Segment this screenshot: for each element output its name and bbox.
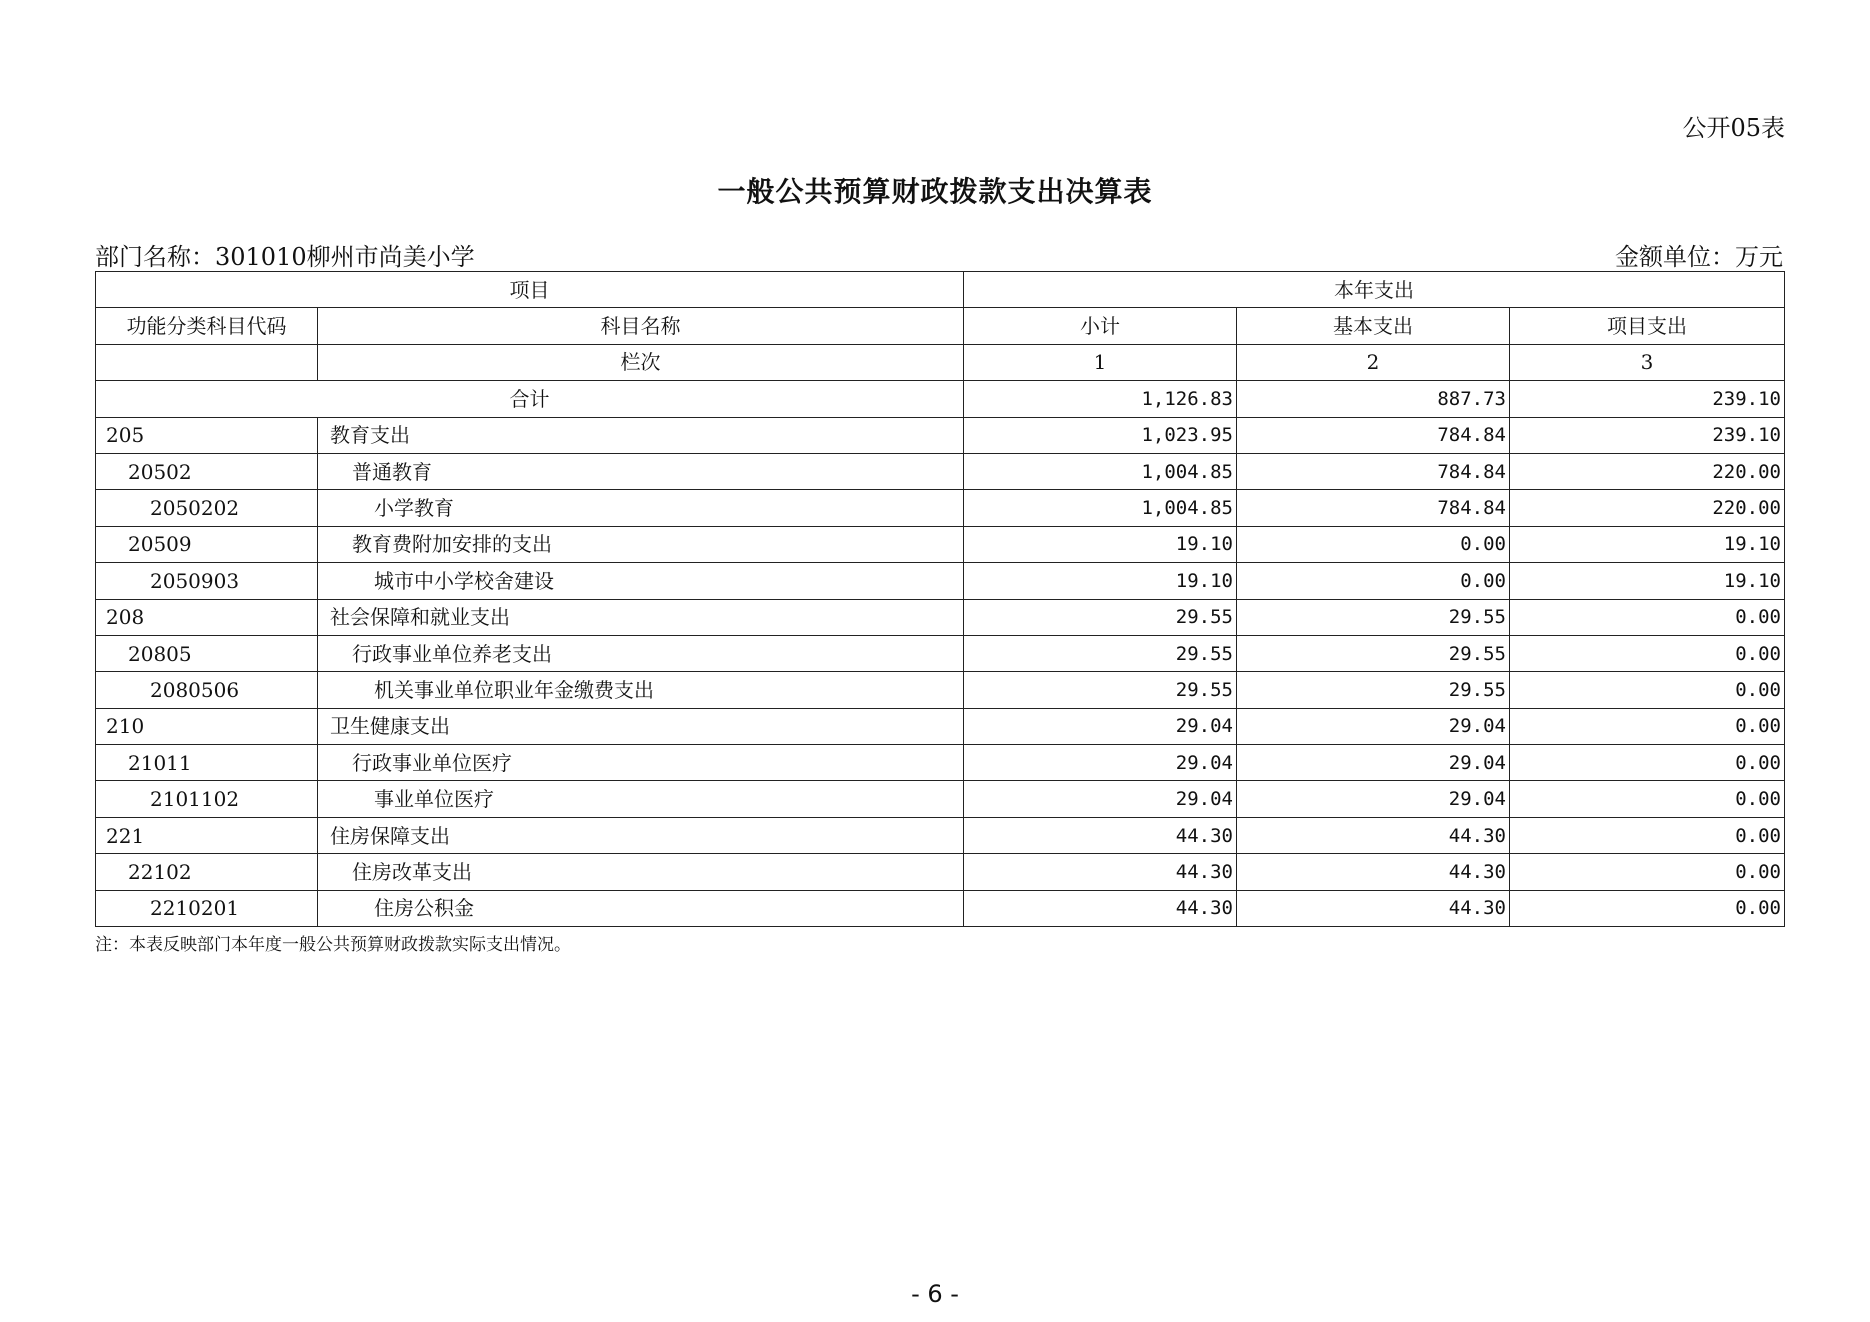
amount-unit: 金额单位：万元 xyxy=(1615,243,1783,271)
row-basic: 784.84 xyxy=(1237,417,1510,453)
row-name: 住房公积金 xyxy=(318,890,964,926)
row-name: 机关事业单位职业年金缴费支出 xyxy=(318,672,964,708)
row-name: 普通教育 xyxy=(318,453,964,489)
table-row xyxy=(96,490,1785,526)
row-item: 0.00 xyxy=(1510,672,1785,708)
row-name: 社会保障和就业支出 xyxy=(318,599,964,635)
row-subtotal: 19.10 xyxy=(964,563,1237,599)
header-basic: 基本支出 xyxy=(1237,308,1510,344)
row-basic: 29.04 xyxy=(1237,781,1510,817)
table-row xyxy=(96,599,1785,635)
table-note: 注：本表反映部门本年度一般公共预算财政拨款实际支出情况。 xyxy=(95,935,571,955)
row-code: 2210201 xyxy=(96,890,318,926)
row-item: 19.10 xyxy=(1510,563,1785,599)
header-row-1 xyxy=(96,272,1785,308)
row-basic: 29.55 xyxy=(1237,635,1510,671)
row-basic: 784.84 xyxy=(1237,490,1510,526)
report-meta xyxy=(95,237,1783,269)
row-item: 0.00 xyxy=(1510,781,1785,817)
header-code: 功能分类科目代码 xyxy=(96,308,318,344)
row-code: 20502 xyxy=(96,453,318,489)
row-code: 2101102 xyxy=(96,781,318,817)
table-row xyxy=(96,854,1785,890)
row-item: 0.00 xyxy=(1510,890,1785,926)
row-basic: 0.00 xyxy=(1237,526,1510,562)
row-subtotal: 29.04 xyxy=(964,781,1237,817)
expenditure-table xyxy=(95,271,1785,927)
row-subtotal: 29.04 xyxy=(964,745,1237,781)
table-row xyxy=(96,526,1785,562)
table-row xyxy=(96,417,1785,453)
total-subtotal: 1,126.83 xyxy=(964,381,1237,417)
row-code: 21011 xyxy=(96,745,318,781)
row-code: 221 xyxy=(96,817,318,853)
row-name: 行政事业单位医疗 xyxy=(318,745,964,781)
header-subtotal: 小计 xyxy=(964,308,1237,344)
header-empty-cell xyxy=(96,344,318,380)
row-subtotal: 1,023.95 xyxy=(964,417,1237,453)
row-item: 0.00 xyxy=(1510,635,1785,671)
row-name: 住房改革支出 xyxy=(318,854,964,890)
row-code: 210 xyxy=(96,708,318,744)
row-name: 事业单位医疗 xyxy=(318,781,964,817)
row-basic: 44.30 xyxy=(1237,817,1510,853)
row-name: 卫生健康支出 xyxy=(318,708,964,744)
table-row xyxy=(96,817,1785,853)
row-subtotal: 1,004.85 xyxy=(964,490,1237,526)
row-item: 0.00 xyxy=(1510,708,1785,744)
row-basic: 0.00 xyxy=(1237,563,1510,599)
row-subtotal: 1,004.85 xyxy=(964,453,1237,489)
row-subtotal: 19.10 xyxy=(964,526,1237,562)
row-subtotal: 44.30 xyxy=(964,890,1237,926)
row-code: 2050903 xyxy=(96,563,318,599)
row-code: 2050202 xyxy=(96,490,318,526)
total-row xyxy=(96,381,1785,417)
row-name: 住房保障支出 xyxy=(318,817,964,853)
header-col3: 3 xyxy=(1510,344,1785,380)
row-subtotal: 29.55 xyxy=(964,672,1237,708)
total-label: 合计 xyxy=(96,381,964,417)
table-row xyxy=(96,745,1785,781)
header-col1: 1 xyxy=(964,344,1237,380)
page-number: - 6 - xyxy=(911,1280,959,1308)
row-subtotal: 29.55 xyxy=(964,635,1237,671)
total-item: 239.10 xyxy=(1510,381,1785,417)
row-name: 行政事业单位养老支出 xyxy=(318,635,964,671)
row-basic: 29.55 xyxy=(1237,599,1510,635)
table-row xyxy=(96,890,1785,926)
row-code: 2080506 xyxy=(96,672,318,708)
total-basic: 887.73 xyxy=(1237,381,1510,417)
row-item: 220.00 xyxy=(1510,490,1785,526)
row-code: 20509 xyxy=(96,526,318,562)
header-column-index: 栏次 xyxy=(318,344,964,380)
header-item: 项目支出 xyxy=(1510,308,1785,344)
table-row xyxy=(96,781,1785,817)
row-subtotal: 29.55 xyxy=(964,599,1237,635)
row-name: 教育支出 xyxy=(318,417,964,453)
row-code: 208 xyxy=(96,599,318,635)
header-row-2 xyxy=(96,308,1785,344)
row-code: 22102 xyxy=(96,854,318,890)
row-basic: 44.30 xyxy=(1237,854,1510,890)
row-item: 220.00 xyxy=(1510,453,1785,489)
header-row-3 xyxy=(96,344,1785,380)
row-code: 205 xyxy=(96,417,318,453)
row-item: 0.00 xyxy=(1510,817,1785,853)
header-col2: 2 xyxy=(1237,344,1510,380)
report-title: 一般公共预算财政拨款支出决算表 xyxy=(717,175,1153,208)
row-name: 小学教育 xyxy=(318,490,964,526)
row-subtotal: 29.04 xyxy=(964,708,1237,744)
row-item: 239.10 xyxy=(1510,417,1785,453)
table-row xyxy=(96,672,1785,708)
header-name: 科目名称 xyxy=(318,308,964,344)
table-row xyxy=(96,563,1785,599)
header-current-year: 本年支出 xyxy=(964,272,1785,308)
row-item: 19.10 xyxy=(1510,526,1785,562)
row-basic: 29.04 xyxy=(1237,745,1510,781)
row-subtotal: 44.30 xyxy=(964,817,1237,853)
table-row xyxy=(96,453,1785,489)
table-row xyxy=(96,635,1785,671)
row-item: 0.00 xyxy=(1510,599,1785,635)
table-row xyxy=(96,708,1785,744)
row-subtotal: 44.30 xyxy=(964,854,1237,890)
header-project: 项目 xyxy=(96,272,964,308)
row-basic: 29.04 xyxy=(1237,708,1510,744)
row-item: 0.00 xyxy=(1510,854,1785,890)
row-basic: 784.84 xyxy=(1237,453,1510,489)
row-basic: 44.30 xyxy=(1237,890,1510,926)
row-basic: 29.55 xyxy=(1237,672,1510,708)
row-code: 20805 xyxy=(96,635,318,671)
row-item: 0.00 xyxy=(1510,745,1785,781)
form-number: 公开05表 xyxy=(1682,114,1785,142)
department-name: 部门名称：301010柳州市尚美小学 xyxy=(95,243,475,271)
row-name: 城市中小学校舍建设 xyxy=(318,563,964,599)
row-name: 教育费附加安排的支出 xyxy=(318,526,964,562)
